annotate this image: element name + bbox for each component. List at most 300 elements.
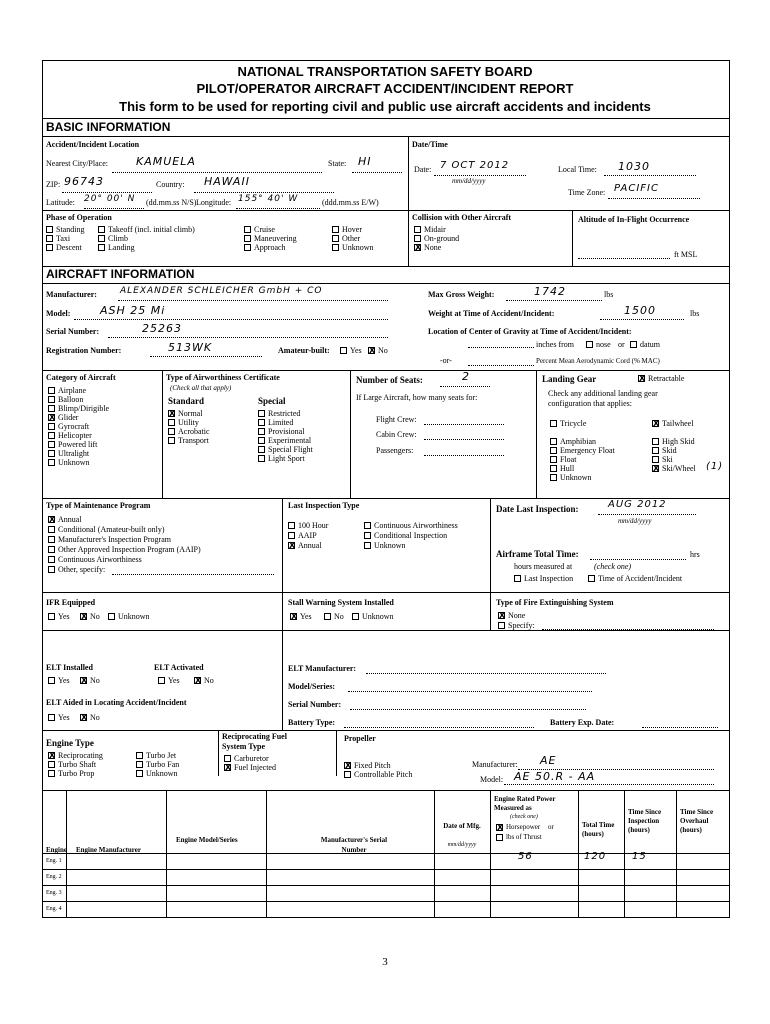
at-accident-checkbox[interactable] <box>588 575 595 582</box>
special-provisional-checkbox[interactable] <box>258 428 265 435</box>
stall-label: Stall Warning System Installed <box>288 598 394 607</box>
category-blimp-checkbox[interactable] <box>48 405 55 412</box>
fuel-label-2: System Type <box>222 742 266 751</box>
table-row-divider <box>42 885 730 886</box>
engine-turboprop-label: Turbo Prop <box>58 769 95 778</box>
gear-hint-1: Check any additional landing gear <box>548 389 658 398</box>
divider <box>536 370 537 498</box>
divider <box>408 136 409 266</box>
gear-tailwheel-label: Tailwheel <box>662 419 694 428</box>
maint-other-line <box>112 574 274 575</box>
fire-specify-checkbox[interactable] <box>498 622 505 629</box>
phase-label: Phase of Operation <box>46 213 112 222</box>
divider <box>42 370 730 371</box>
special-limited-checkbox[interactable] <box>258 419 265 426</box>
prop-mfr-label: Manufacturer: <box>472 760 518 769</box>
form-title: PILOT/OPERATOR AIRCRAFT ACCIDENT/INCIDENT REPORT <box>196 81 574 96</box>
maint-conditional-checkbox[interactable] <box>48 526 55 533</box>
phase-standing-label: Standing <box>56 225 85 234</box>
zip-label: ZIP: <box>46 180 61 189</box>
header-engine-model: Engine Model/Series <box>176 836 238 844</box>
gear-hint-2: configuration that applies: <box>548 399 632 408</box>
phase-landing-checkbox[interactable] <box>98 244 105 251</box>
stall-yes-label: Yes <box>300 612 312 621</box>
engine-unknown-checkbox[interactable] <box>136 770 143 777</box>
fuel-injected-checkbox[interactable]: X <box>225 763 232 772</box>
divider <box>42 630 730 631</box>
divider <box>42 283 730 284</box>
elt-installed-yes-label: Yes <box>58 676 70 685</box>
state-value[interactable]: HI <box>358 155 372 168</box>
standard-acrobatic-label: Acrobatic <box>178 427 210 436</box>
elt-installed-no-checkbox[interactable]: X <box>81 676 88 685</box>
hours-measured-label: hours measured at <box>514 562 573 571</box>
prop-fixed-checkbox[interactable]: X <box>345 761 352 770</box>
header-date-mfg: Date of Mfg. <box>443 822 481 830</box>
gear-note: (1) <box>706 461 724 472</box>
category-glider-label: Glider <box>58 413 79 422</box>
model-value[interactable]: ASH 25 Mi <box>100 304 166 317</box>
stall-unknown-label: Unknown <box>362 612 394 621</box>
elt-activated-no-label: No <box>204 676 214 685</box>
ifr-label: IFR Equipped <box>46 598 96 607</box>
gear-unknown-label: Unknown <box>560 473 592 482</box>
special-experimental-label: Experimental <box>268 436 312 445</box>
engine-type-label: Engine Type <box>46 738 94 748</box>
header-power: Engine Rated Power Measured as <box>494 795 556 812</box>
engine-turboshaft-checkbox[interactable] <box>48 761 55 768</box>
elt-model-label: Model/Series: <box>288 682 336 691</box>
altitude-line <box>578 258 670 259</box>
power-horsepower-checkbox[interactable]: X <box>497 823 504 832</box>
gear-hull-label: Hull <box>560 464 575 473</box>
header-date-hint: mm/dd/yyyy <box>447 842 477 848</box>
maint-other-label: Other, specify: <box>58 565 106 574</box>
gear-unknown-checkbox[interactable] <box>550 474 557 481</box>
row-total[interactable]: 120 <box>584 851 607 862</box>
reg-value[interactable]: 513WK <box>168 341 213 354</box>
prop-label: Propeller <box>344 734 376 743</box>
altitude-label: Altitude of In-Flight Occurrence <box>578 215 690 224</box>
engine-turbofan-label: Turbo Fan <box>146 760 180 769</box>
header-engine: Engine <box>46 846 68 854</box>
cg-nose-label: nose <box>596 340 611 349</box>
maint-aaip-label: Other Approved Inspection Program (AAIP) <box>58 545 201 554</box>
standard-transport-checkbox[interactable] <box>168 437 175 444</box>
col-divider <box>66 790 67 918</box>
phase-landing-label: Landing <box>108 243 135 252</box>
gear-skiwheel-label: Ski/Wheel <box>662 464 696 473</box>
elt-serial-line <box>350 709 586 710</box>
prop-model-value[interactable]: AE 50.R - AA <box>514 770 596 783</box>
date-last-line <box>598 514 696 515</box>
awc-hint: (Check all that apply) <box>170 384 232 392</box>
divider <box>282 630 283 730</box>
lon-value[interactable]: 155° 40' W <box>238 194 299 204</box>
row-engine: Eng. 2 <box>46 874 62 880</box>
category-gyrocraft-checkbox[interactable] <box>48 423 55 430</box>
table-row-divider <box>42 869 730 870</box>
phase-cruise-label: Cruise <box>254 225 275 234</box>
engine-turboprop-checkbox[interactable] <box>48 770 55 777</box>
phase-taxi-label: Taxi <box>56 234 71 243</box>
basic-section-title: BASIC INFORMATION <box>46 120 171 134</box>
standard-utility-label: Utility <box>178 418 199 427</box>
airframe-line <box>590 559 686 560</box>
model-label: Model: <box>46 309 71 318</box>
last-aaip-checkbox[interactable] <box>288 532 295 539</box>
gear-skid-checkbox[interactable] <box>652 447 659 454</box>
cg-mac-label: Percent Mean Aerodynamic Cord (% MAC) <box>536 357 660 365</box>
serial-line <box>108 337 388 338</box>
engine-turbojet-label: Turbo Jet <box>146 751 177 760</box>
time-label: Local Time: <box>558 165 597 174</box>
phase-approach-checkbox[interactable] <box>244 244 251 251</box>
phase-maneuvering-checkbox[interactable] <box>244 235 251 242</box>
ifr-yes-label: Yes <box>58 612 70 621</box>
category-airplane-checkbox[interactable] <box>48 387 55 394</box>
state-label: State: <box>328 159 347 168</box>
maint-other-checkbox[interactable] <box>48 566 55 573</box>
stall-yes-checkbox[interactable]: X <box>291 612 298 621</box>
ifr-yes-checkbox[interactable] <box>48 613 55 620</box>
elt-battery-exp-label: Battery Exp. Date: <box>550 718 615 727</box>
phase-descent-checkbox[interactable] <box>46 244 53 251</box>
lat-label: Latitude: <box>46 198 75 207</box>
serial-value[interactable]: 25263 <box>142 322 182 335</box>
mfr-label: Manufacturer: <box>46 290 97 299</box>
category-helicopter-checkbox[interactable] <box>48 432 55 439</box>
collision-none-label: None <box>424 243 442 252</box>
category-unknown-checkbox[interactable] <box>48 459 55 466</box>
engine-recip-checkbox[interactable]: X <box>49 751 56 760</box>
gear-float-label: Float <box>560 455 577 464</box>
special-provisional-label: Provisional <box>268 427 305 436</box>
cg-datum-label: datum <box>640 340 660 349</box>
last-unknown-checkbox[interactable] <box>364 542 371 549</box>
stall-no-checkbox[interactable] <box>324 613 331 620</box>
gear-label: Landing Gear <box>542 374 597 384</box>
gear-tricycle-checkbox[interactable] <box>550 420 557 427</box>
prop-model-line <box>504 784 714 785</box>
phase-approach-label: Approach <box>254 243 286 252</box>
date-last-value[interactable]: AUG 2012 <box>608 499 667 510</box>
phase-unknown-label: Unknown <box>342 243 374 252</box>
tz-line <box>608 198 700 199</box>
special-flight-checkbox[interactable] <box>258 446 265 453</box>
cg-datum-checkbox[interactable] <box>630 341 637 348</box>
form-subtitle: This form to be used for reporting civil and public use aircraft accidents and incidents <box>119 99 651 114</box>
last-100hr-label: 100 Hour <box>298 521 329 530</box>
divider <box>490 498 491 592</box>
collision-onground-checkbox[interactable] <box>414 235 421 242</box>
elt-model-line <box>348 691 592 692</box>
altitude-unit: ft MSL <box>674 250 698 259</box>
gear-amphibian-checkbox[interactable] <box>550 438 557 445</box>
category-label: Category of Aircraft <box>46 373 116 382</box>
last-continuous-label: Continuous Airworthiness <box>374 521 458 530</box>
phase-climb-label: Climb <box>108 234 129 243</box>
maint-aaip-checkbox[interactable] <box>48 546 55 553</box>
category-glider-checkbox[interactable]: X <box>49 413 56 422</box>
last-conditional-checkbox[interactable] <box>364 532 371 539</box>
page-number: 3 <box>382 956 388 968</box>
cg-inches-line <box>468 347 534 348</box>
category-airplane-label: Airplane <box>58 386 86 395</box>
cg-or2-label: -or- <box>440 356 452 365</box>
gear-ski-checkbox[interactable] <box>652 456 659 463</box>
city-label: Nearest City/Place: <box>46 159 108 168</box>
prop-mfr-value[interactable]: AE <box>540 754 557 767</box>
stall-no-label: No <box>334 612 344 621</box>
gear-tricycle-label: Tricycle <box>560 419 587 428</box>
prop-controllable-label: Controllable Pitch <box>354 770 413 779</box>
row-since-insp[interactable]: 15 <box>632 851 647 862</box>
power-or-label: or <box>548 823 554 831</box>
divider <box>42 730 730 731</box>
seats-value[interactable]: 2 <box>462 370 470 383</box>
woi-value[interactable]: 1500 <box>624 304 656 317</box>
ifr-unknown-checkbox[interactable] <box>108 613 115 620</box>
woi-line <box>600 319 684 320</box>
col-divider <box>490 790 491 918</box>
category-helicopter-label: Helicopter <box>58 431 92 440</box>
engine-turbojet-checkbox[interactable] <box>136 752 143 759</box>
woi-unit: lbs <box>690 309 700 318</box>
divider <box>336 730 337 776</box>
special-lightsport-label: Light Sport <box>268 454 305 463</box>
prop-fixed-label: Fixed Pitch <box>354 761 391 770</box>
standard-utility-checkbox[interactable] <box>168 419 175 426</box>
phase-takeoff-checkbox[interactable] <box>98 226 105 233</box>
large-label: If Large Aircraft, how many seats for: <box>356 393 478 402</box>
serial-label: Serial Number: <box>46 327 100 336</box>
mgw-label: Max Gross Weight: <box>428 290 495 299</box>
aircraft-section-title: AIRCRAFT INFORMATION <box>46 267 195 281</box>
cg-nose-checkbox[interactable] <box>586 341 593 348</box>
check-one-label: (check one) <box>594 562 632 571</box>
elt-battery-line <box>344 727 534 728</box>
maint-continuous-checkbox[interactable] <box>48 556 55 563</box>
prop-controllable-checkbox[interactable] <box>344 771 351 778</box>
phase-other-checkbox[interactable] <box>332 235 339 242</box>
airframe-label: Airframe Total Time: <box>496 549 579 559</box>
gear-ski-label: Ski <box>662 455 673 464</box>
elt-aided-label: ELT Aided in Locating Accident/Incident <box>46 698 187 707</box>
country-value[interactable]: HAWAII <box>204 175 250 188</box>
passengers-label: Passengers: <box>376 446 414 455</box>
date-value[interactable]: 7 OCT 2012 <box>440 160 510 171</box>
mfr-value[interactable]: ALEXANDER SCHLEICHER GmbH + CO <box>120 286 323 296</box>
last-conditional-label: Conditional Inspection <box>374 531 448 540</box>
special-restricted-label: Restricted <box>268 409 301 418</box>
table-row-divider <box>42 853 730 854</box>
category-gyrocraft-label: Gyrocraft <box>58 422 90 431</box>
amateur-no-checkbox[interactable]: X <box>369 346 376 355</box>
last-annual-checkbox[interactable]: X <box>289 541 296 550</box>
divider <box>282 592 283 630</box>
phase-other-label: Other <box>342 234 361 243</box>
date-last-hint: mm/dd/yyyy <box>618 517 652 525</box>
category-poweredlift-checkbox[interactable] <box>48 441 55 448</box>
power-thrust-label: lbs of Thrust <box>506 833 542 841</box>
ifr-no-label: No <box>90 612 100 621</box>
city-value[interactable]: KAMUELA <box>136 155 196 168</box>
divider <box>350 370 351 498</box>
row-power[interactable]: 56 <box>518 851 533 862</box>
phase-unknown-checkbox[interactable] <box>332 244 339 251</box>
engine-turboshaft-label: Turbo Shaft <box>58 760 97 769</box>
date-hint: mm/dd/yyyy <box>452 177 486 185</box>
seats-line <box>440 386 490 387</box>
phase-hover-checkbox[interactable] <box>332 226 339 233</box>
standard-acrobatic-checkbox[interactable] <box>168 428 175 435</box>
amateur-label: Amateur-built: <box>278 346 330 355</box>
last-continuous-checkbox[interactable] <box>364 522 371 529</box>
fire-none-checkbox[interactable]: X <box>499 611 506 620</box>
gear-skid-label: Skid <box>662 446 677 455</box>
gear-hull-checkbox[interactable] <box>550 465 557 472</box>
category-balloon-label: Balloon <box>58 395 84 404</box>
zip-value[interactable]: 96743 <box>64 175 104 188</box>
phase-standing-checkbox[interactable] <box>46 226 53 233</box>
phase-taxi-checkbox[interactable] <box>46 235 53 242</box>
elt-installed-no-label: No <box>90 676 100 685</box>
phase-maneuvering-label: Maneuvering <box>254 234 297 243</box>
mgw-value[interactable]: 1742 <box>534 285 566 298</box>
fire-none-label: None <box>508 611 526 620</box>
date-last-label: Date Last Inspection: <box>496 504 579 514</box>
state-line <box>352 172 402 173</box>
gear-emfloat-checkbox[interactable] <box>550 447 557 454</box>
table-row-divider <box>42 901 730 902</box>
fire-specify-label: Specify: <box>508 621 535 630</box>
cg-label: Location of Center of Gravity at Time of Accident/Incident: <box>428 327 632 336</box>
elt-activated-yes-label: Yes <box>168 676 180 685</box>
col-divider <box>266 790 267 918</box>
standard-label: Standard <box>168 396 205 406</box>
last-unknown-label: Unknown <box>374 541 406 550</box>
power-thrust-checkbox[interactable] <box>496 834 503 841</box>
airframe-unit: hrs <box>690 550 700 559</box>
header-since-ovh: Time Since Overhaul (hours) <box>680 808 714 834</box>
stall-unknown-checkbox[interactable] <box>352 613 359 620</box>
mgw-unit: lbs <box>604 290 614 299</box>
standard-normal-checkbox[interactable]: X <box>169 409 176 418</box>
lat-line <box>84 208 144 209</box>
elt-installed-yes-checkbox[interactable] <box>48 677 55 684</box>
gear-skiwheel-checkbox[interactable]: X <box>653 464 660 473</box>
maint-conditional-label: Conditional (Amateur-built only) <box>58 525 165 534</box>
elt-aided-no-checkbox[interactable]: X <box>81 713 88 722</box>
gear-highskid-checkbox[interactable] <box>652 438 659 445</box>
special-lightsport-checkbox[interactable] <box>258 455 265 462</box>
date-label: Date: <box>414 165 432 174</box>
lat-value[interactable]: 20° 00' N <box>84 194 136 204</box>
fuel-carb-label: Carburetor <box>234 754 269 763</box>
at-lastinsp-checkbox[interactable] <box>514 575 521 582</box>
divider <box>162 370 163 498</box>
collision-label: Collision with Other Aircraft <box>412 213 512 222</box>
col-divider <box>676 790 677 918</box>
reg-label: Registration Number: <box>46 346 122 355</box>
col-divider <box>578 790 579 918</box>
row-engine: Eng. 4 <box>46 906 62 912</box>
phase-hover-label: Hover <box>342 225 362 234</box>
gear-float-checkbox[interactable] <box>550 456 557 463</box>
power-horsepower-label: Horsepower <box>506 823 541 831</box>
amateur-yes-checkbox[interactable] <box>340 347 347 354</box>
fuel-label-1: Reciprocating Fuel <box>222 732 287 741</box>
elt-aided-yes-label: Yes <box>58 713 70 722</box>
elt-activated-yes-checkbox[interactable] <box>158 677 165 684</box>
cabin-crew-line <box>424 439 504 440</box>
passengers-line <box>424 455 504 456</box>
header-total: Total Time (hours) <box>582 821 615 838</box>
divider <box>490 592 491 630</box>
collision-midair-checkbox[interactable] <box>414 226 421 233</box>
col-divider <box>166 790 167 918</box>
flight-crew-line <box>424 424 504 425</box>
last-100hr-checkbox[interactable] <box>288 522 295 529</box>
zip-line <box>62 192 152 193</box>
cg-inches-label: inches from <box>536 340 574 349</box>
category-ultralight-label: Ultralight <box>58 449 90 458</box>
tz-value[interactable]: PACIFIC <box>614 183 659 194</box>
special-flight-label: Special Flight <box>268 445 313 454</box>
city-line <box>112 172 322 173</box>
row-engine: Eng. 3 <box>46 890 62 896</box>
engine-recip-label: Reciprocating <box>58 751 103 760</box>
fuel-carb-checkbox[interactable] <box>224 755 231 762</box>
elt-mfr-line <box>366 673 606 674</box>
elt-battery-label: Battery Type: <box>288 718 336 727</box>
special-experimental-checkbox[interactable] <box>258 437 265 444</box>
gear-tailwheel-checkbox[interactable]: X <box>653 419 660 428</box>
category-balloon-checkbox[interactable] <box>48 396 55 403</box>
flight-crew-label: Flight Crew: <box>376 415 417 424</box>
fuel-injected-label: Fuel Injected <box>234 763 276 772</box>
header-power-hint: (check one) <box>510 814 538 820</box>
time-line <box>604 175 696 176</box>
retractable-checkbox[interactable]: X <box>639 374 646 383</box>
maint-label: Type of Maintenance Program <box>46 501 151 510</box>
time-value[interactable]: 1030 <box>618 160 650 173</box>
collision-none-checkbox[interactable]: X <box>415 243 422 252</box>
engine-turbofan-checkbox[interactable] <box>136 761 143 768</box>
row-engine: Eng. 1 <box>46 858 62 864</box>
special-restricted-checkbox[interactable] <box>258 410 265 417</box>
col-divider <box>624 790 625 918</box>
divider <box>42 118 730 119</box>
phase-cruise-checkbox[interactable] <box>244 226 251 233</box>
ifr-no-checkbox[interactable]: X <box>81 612 88 621</box>
country-line <box>194 192 334 193</box>
category-poweredlift-label: Powered lift <box>58 440 98 449</box>
elt-installed-label: ELT Installed <box>46 663 93 672</box>
col-divider <box>434 790 435 918</box>
lon-label: Longitude: <box>196 198 232 207</box>
standard-transport-label: Transport <box>178 436 209 445</box>
phase-climb-checkbox[interactable] <box>98 235 105 242</box>
category-ultralight-checkbox[interactable] <box>48 450 55 457</box>
maint-mfr-checkbox[interactable] <box>48 536 55 543</box>
elt-aided-yes-checkbox[interactable] <box>48 714 55 721</box>
elt-activated-no-checkbox[interactable]: X <box>195 676 202 685</box>
maint-annual-checkbox[interactable]: X <box>49 515 56 524</box>
retractable-label: Retractable <box>648 374 685 383</box>
cg-or-label: or <box>618 340 625 349</box>
